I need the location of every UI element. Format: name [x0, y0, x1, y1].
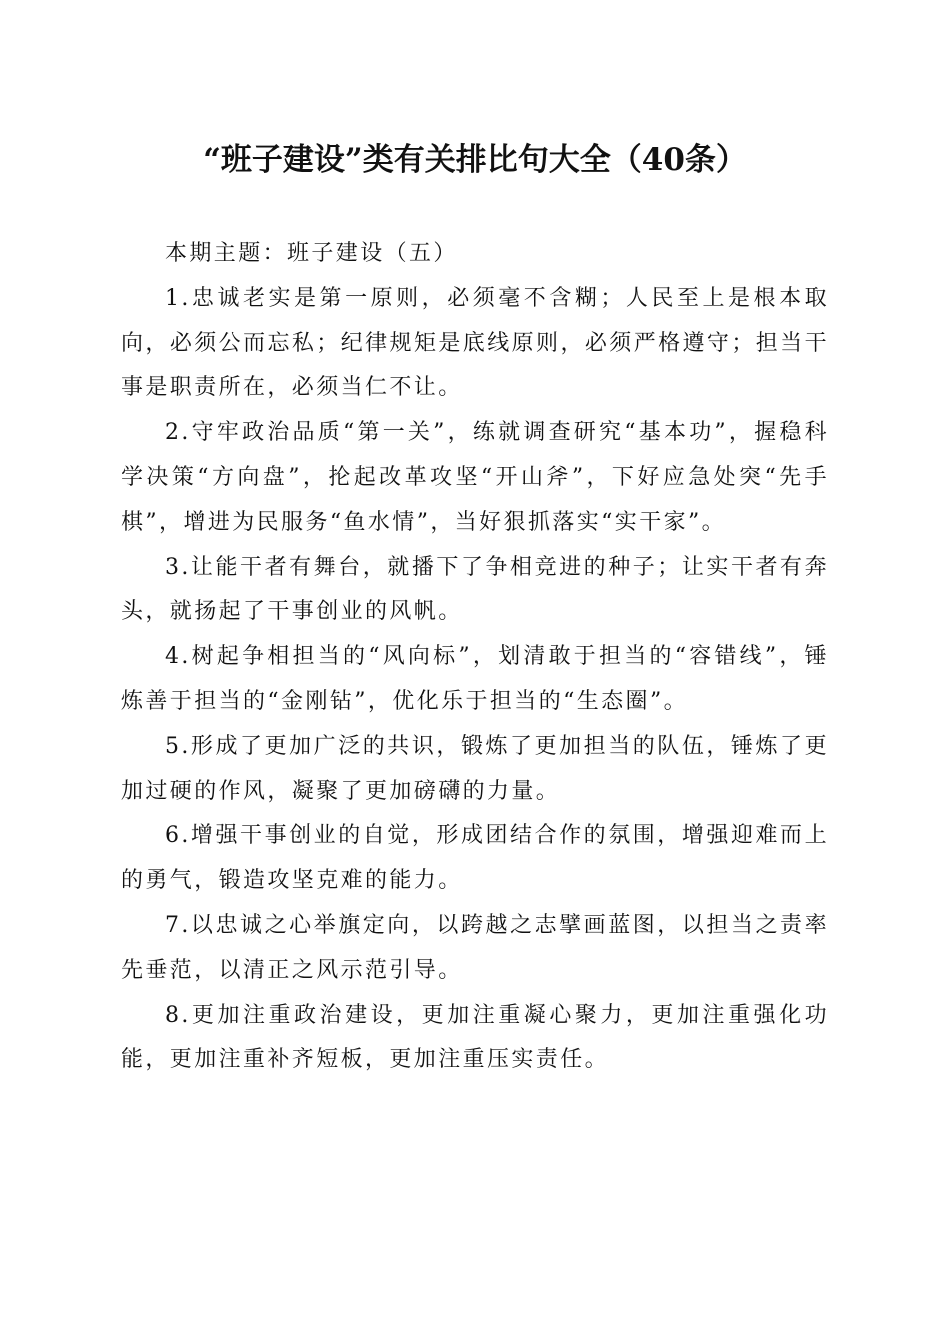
list-item: 5.形成了更加广泛的共识，锻炼了更加担当的队伍，锤炼了更加过硬的作风，凝聚了更加磅礴的力量。 [121, 733, 829, 804]
list-item: 8.更加注重政治建设，更加注重凝心聚力，更加注重强化功能，更加注重补齐短板，更加注重压实责任。 [121, 1002, 829, 1073]
list-item: 3.让能干者有舞台，就播下了争相竞进的种子；让实干者有奔头，就扬起了干事创业的风帆。 [121, 554, 829, 625]
theme-line: 本期主题：班子建设（五） [165, 241, 458, 266]
list-item: 6.增强干事创业的自觉，形成团结合作的氛围，增强迎难而上的勇气，锻造攻坚克难的能力。 [121, 823, 829, 894]
list-item: 7.以忠诚之心举旗定向，以跨越之志擘画蓝图，以担当之责率先垂范，以清正之风示范引导。 [121, 912, 829, 983]
list-item: 2.守牢政治品质“第一关”，练就调查研究“基本功”，握稳科学决策“方向盘”，抡起改革攻坚“开山斧”，下好应急处突“先手棋”，增进为民服务“鱼水情”，当好狠抓落实“实干家”。 [121, 420, 829, 535]
document-title: “班子建设”类有关排比句大全（40条） [203, 142, 747, 178]
list-item: 4.树起争相担当的“风向标”，划清敢于担当的“容错线”，锤炼善于担当的“金刚钻”，优化乐于担当的“生态圈”。 [121, 644, 829, 714]
list-item: 1.忠诚老实是第一原则，必须毫不含糊；人民至上是根本取向，必须公而忘私；纪律规矩是底线原则，必须严格遵守；担当干事是职责所在，必须当仁不让。 [121, 285, 829, 401]
document-body [121, 232, 829, 1083]
